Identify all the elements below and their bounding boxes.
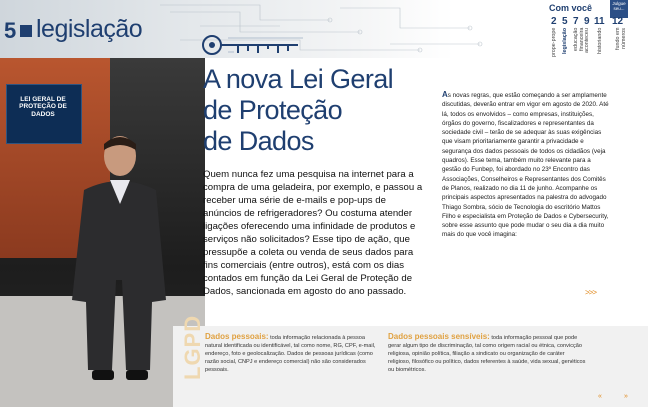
article-title [203,64,423,157]
lgpd-label: LGPD [180,314,205,380]
sidebar-label-aconteceu[interactable]: aconteceu [584,28,590,53]
box-personal-data [205,333,377,374]
dropcap: A [442,90,448,99]
speaker-figure [66,130,172,390]
sidebar-num-11[interactable]: 11 [594,16,605,27]
box2-title: Dados pessoais sensíveis: [388,332,490,341]
sidebar-label-fundo[interactable]: fundo em números [615,28,627,51]
sidebar-label-educacao[interactable]: educação financeira [573,28,585,52]
sidebar-label-prope[interactable]: prope-prope [551,28,557,58]
sidebar-num-7[interactable]: 7 [573,16,579,27]
next-page-button[interactable]: » [624,393,628,400]
key-icon [198,30,308,60]
title-line-3: de Dados [203,126,314,156]
title-line-2: de Proteção [203,95,342,125]
article-lede: Quem nunca fez uma pesquisa na internet para a compra de uma geladeira, por exemplo, e passou a receber uma série de e-mails e pop-ups de anúncios de refrigeradores? Ou costuma atender ligações oferecendo uma infinidade de produtos e serviços não solicitados? Esse tipo de ação, que pressupõe a coleta ou venda de seus dados para fins comerciais (entre outros), está com os dias contados em função da Lei Geral de Proteção de Dados, sancionada em agosto do ano passado. [203,169,423,297]
sidebar-title: Com você [549,3,593,13]
section-square-icon [20,25,32,37]
section-number: 5 [4,18,17,43]
box1-title: Dados pessoais: [205,332,269,341]
sidebar-num-9[interactable]: 9 [584,16,590,27]
box-sensitive-data [388,333,588,374]
sidebar-num-12[interactable]: 12 [612,16,624,27]
sidebar-label-legislacao[interactable]: legislação [562,28,568,55]
article-body [442,90,609,240]
article-body-text: s novas regras, que estão começando a ser amplamente discutidas, deverão entrar em vigor em agosto de 2020. Até lá, todos os envolvidos – como empresas, instituições, órgãos do governo, fiscalizadores e representantes da sociedade civil – terão de se adequar às suas exigências que visam prioritariamente garantir a privacidade e segurança dos dados pessoais de todos os cidadãos (veja quadros). Esse tema, também muito relevante para a gestão do Funbep, foi abordado no 23º Encontro das Associações, Conselheiros e Representantes dos Comitês de Planos, realizado no dia 11 de junho. Acompanhe os principais aspectos apresentados na palestra do advogado Thiago Sombra, sócio de Tecnologia do escritório Mattos Filho e especialista em Proteção de Dados e Cybersecurity, sobre esse assunto que pode mudar o seu dia a dia muito mais do que você imagina: [442,92,609,239]
prev-page-button[interactable]: « [598,393,602,400]
title-line-1: A nova Lei Geral [203,64,394,94]
box1-text: toda informação relacionada à pessoa natural identificada ou identificável, tal como nome, RG, CPF, e-mail, endereço, foto e geolocalização. Dados de pessoas jurídicas (como razão social, CNPJ e endereço comercial) não são considerados pessoais. [205,335,376,373]
box2-text: toda informação pessoal que pode gerar algum tipo de discriminação, tal como origem racial ou étnica, convicção religiosa, opinião política, filiação a sindicato ou organização de caráter religioso, filosófico ou político, dados referentes à saúde, vida sexual, genéticos ou biométricos. [388,335,586,373]
stage-screen-text: LEI GERAL DE PROTEÇÃO DE DADOS [19,96,67,118]
sidebar-num-5[interactable]: 5 [562,16,568,27]
sidebar-label-historiando[interactable]: historiando [597,28,603,55]
section-name: legislação [36,15,143,43]
sidebar-num-2[interactable]: 2 [551,16,557,27]
sidebar-tab[interactable]: Julgue seu... [610,0,628,18]
continue-arrows[interactable]: >>> [585,288,597,297]
